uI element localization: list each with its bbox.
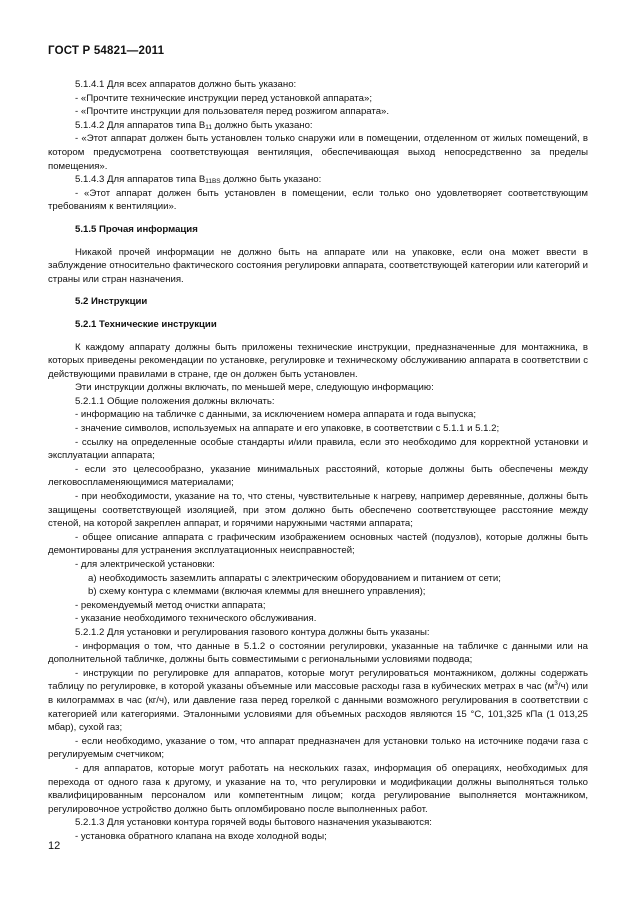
list-item: - информацию на табличке с данными, за исключением номера аппарата и года выпуска; <box>75 409 477 421</box>
list-item: - информация о том, что данные в 5.1.2 о состоянии регулировки, указанные на табличке с данными или на дополнительной табличке, должны быть совместимыми с региональными условиями подвода; <box>48 640 588 666</box>
list-item: - указание необходимого технического обслуживания. <box>75 613 317 625</box>
page-number: 12 <box>48 840 61 852</box>
body-paragraph: К каждому аппарату должны быть приложены технические инструкции, предназначенные для монтажника, в которых приведены рекомендации по установке, регулировке и техническому обслуживанию аппарата в соответствии с действующими правилами в стране, где он должен быть установлен. <box>48 341 588 380</box>
list-item: - рекомендуемый метод очистки аппарата; <box>75 599 266 611</box>
clause-5-1-4-3: 5.1.4.3 Для аппаратов типа $B_{11BS}$ должно быть указано: <box>75 174 322 186</box>
list-item: - инструкции по регулировке для аппаратов, которые могут регулироваться монтажником, должны содержать таблицу по регулировке, в которой указаны объемные или массовые расходы газа в кубических метрах в час $(м^3/ч)$ или в килограммах в час (кг/ч), или давление газа перед горелкой с данными возможного регулирования в соответствии с категорией или категориями. Эталонными условиями для объемных расходов являются 15 °С, 101,325 кПа (1 013,25 мбар), сухой газ; <box>48 667 589 734</box>
sub-list-item: b) схему контура с клеммами (включая клеммы для внешнего управления); <box>88 586 426 598</box>
list-item: - общее описание аппарата с графическим изображением основных частей (подузлов), которые должны быть демонтированы для устранения эксплуатационных неисправностей; <box>48 531 588 557</box>
clause-5-2-1-3: 5.2.1.3 Для установки контура горячей воды бытового назначения указываются: <box>75 817 432 829</box>
list-item: - установка обратного клапана на входе холодной воды; <box>75 830 327 842</box>
body-paragraph: Никакой прочей информации не должно быть на аппарате или на упаковке, если она может ввести в заблуждение относительно фактического состояния регулировки аппарата, соответствующей категории или категорий и страны или стран назначения. <box>48 246 588 285</box>
list-item: - для электрической установки: <box>75 559 215 570</box>
list-item: - если необходимо, указание о том, что аппарат предназначен для установки только на источнике подачи газа с регулируемым счетчиком; <box>48 735 588 761</box>
section-heading-5-2-1: 5.2.1 Технические инструкции <box>75 318 217 330</box>
section-heading-5-1-5: 5.1.5 Прочая информация <box>75 223 198 235</box>
list-item: - «Прочтите инструкции для пользователя перед розжигом аппарата». <box>75 106 390 118</box>
list-item: - «Этот аппарат должен быть установлен только снаружи или в помещении, отделенном от жилых помещений, в котором предусмотрена соответствующая вентиляция, обеспечивающая выход непосредственно за пределы помещения». <box>48 133 588 172</box>
document-body <box>48 78 588 843</box>
list-item: - «Этот аппарат должен быть установлен в помещении, если только оно удовлетворяет соответствующим требованиям к вентиляции». <box>48 187 588 213</box>
standard-header: ГОСТ Р 54821—2011 <box>48 45 165 57</box>
clause-5-2-1-1: 5.2.1.1 Общие положения должны включать: <box>75 395 275 407</box>
list-item: - ссылку на определенные особые стандарты и/или правила, если это необходимо для корректной установки и эксплуатации аппарата; <box>48 436 588 462</box>
list-item: - значение символов, используемых на аппарате и его упаковке, в соответствии с 5.1.1 и 5.1.2; <box>75 423 500 435</box>
clause-5-1-4-1: 5.1.4.1 Для всех аппаратов должно быть указано: <box>75 79 297 90</box>
list-item: - при необходимости, указание на то, что стены, чувствительные к нагреву, например деревянные, должны быть защищены соответствующей изоляцией, при этом должно быть обеспечено соответствующее расстояние между стеной, на которой закреплен аппарат, и горячими наружными частями аппарата; <box>48 491 588 530</box>
sub-list-item: a) необходимость заземлить аппараты с электрическим оборудованием и питанием от сети; <box>88 572 501 584</box>
section-heading-5-2: 5.2 Инструкции <box>75 296 148 308</box>
list-item: - «Прочтите технические инструкции перед установкой аппарата»; <box>75 92 372 104</box>
list-item: - для аппаратов, которые могут работать на нескольких газах, информация об операциях, необходимых для перехода от одного газа к другому, и указание на то, что регулировки и модификации должны выполняться только квалифицированным персоналом или компетентным лицом; когда регулирование выполняется монтажником, регулировочное устройство должно быть опломбировано после выполненных работ. <box>48 762 588 815</box>
list-item: - если это целесообразно, указание минимальных расстояний, которые должны быть обеспечены между легковоспламеняющимися материалами; <box>48 463 588 489</box>
clause-5-1-4-2: 5.1.4.2 Для аппаратов типа $B_{11}$ должно быть указано: <box>75 119 313 131</box>
clause-5-2-1-2: 5.2.1.2 Для установки и регулирования газового контура должны быть указаны: <box>75 626 430 638</box>
body-paragraph: Эти инструкции должны включать, по меньшей мере, следующую информацию: <box>75 382 434 394</box>
